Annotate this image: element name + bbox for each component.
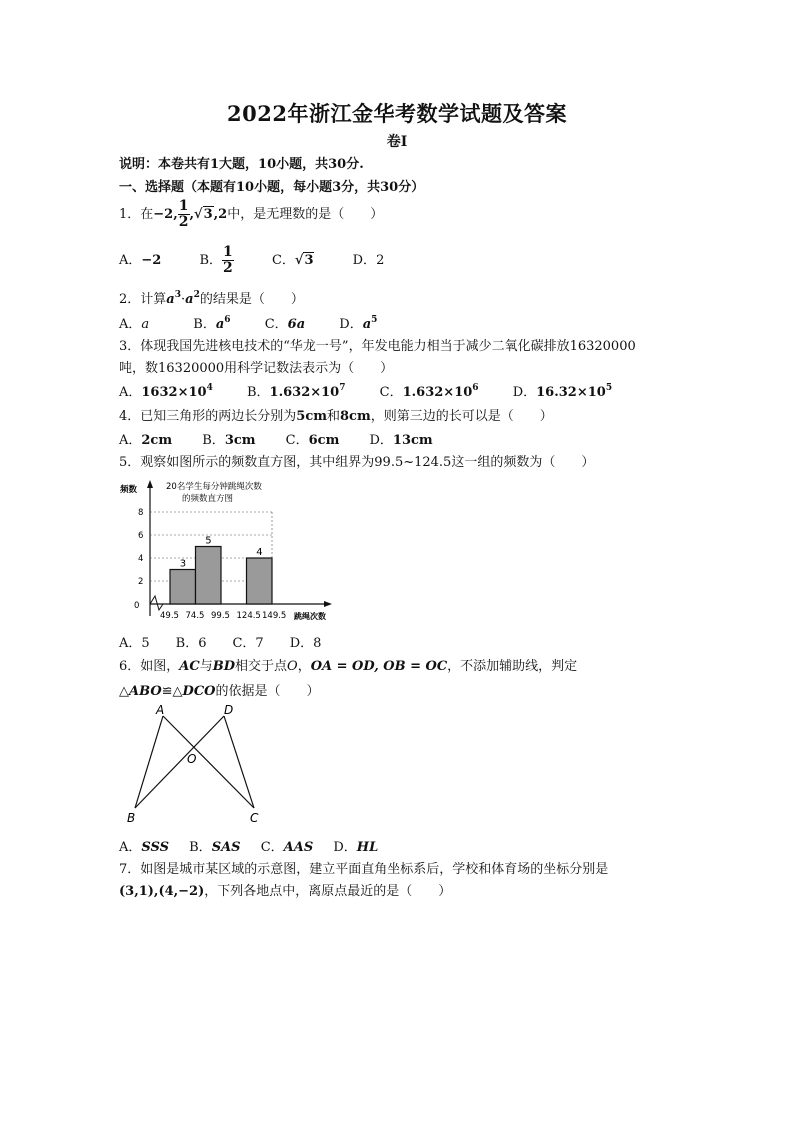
q1-options: A．−2 B． $\frac{1}{2}$ C．√3 D．2 (119, 244, 385, 276)
instructions: 说明：本卷共有1大题，10小题，共30分. (119, 157, 364, 172)
bar-value-label: 3 (179, 558, 187, 570)
chart-title-line2: 的频数直方图 (182, 494, 234, 504)
volume-label: 卷Ⅰ (386, 134, 408, 150)
q1-option-b: $\frac{1}{2}$ (223, 244, 233, 276)
q4-option-a: 2cm (141, 433, 173, 448)
q6-option-b: SAS (211, 840, 241, 855)
q4-option-b: 3cm (224, 433, 256, 448)
question-7-line2: (3,1),(4,−2)，下列各地点中，离原点最近的是（ ） (119, 884, 452, 899)
q6-option-d: HL (356, 840, 379, 855)
q4-option-d: 13cm (392, 433, 433, 448)
question-2: 2．计算$a^3\cdot a^2$的结果是（ ） (119, 290, 304, 307)
q1-prefix: 1．在 (119, 207, 154, 222)
origin-label: 0 (134, 601, 140, 611)
chart-title-line1: 20名学生每分钟跳绳次数 (166, 482, 262, 492)
q2-option-c: 6a (287, 317, 306, 332)
frequency-histogram (118, 476, 338, 626)
q4-option-c: 6cm (308, 433, 340, 448)
y-tick-label: 2 (138, 577, 144, 587)
segment-ac (163, 716, 254, 808)
q2-option-a: a (141, 317, 150, 332)
q1-option-d: 2 (376, 253, 385, 268)
segment-dc (224, 716, 254, 808)
q1-suffix: 中，是无理数的是（ ） (227, 207, 384, 222)
question-3-line1: 3．体现我国先进核电技术的“华龙一号”，年发电能力相当于减少二氧化碳排放16320000 (119, 339, 636, 354)
section-heading: 一、选择题（本题有10小题，每小题3分，共30分） (119, 180, 425, 195)
q1-n4: 2 (218, 207, 228, 222)
x-tick-label: 124.5 (236, 611, 261, 621)
bar-value-label: 4 (256, 547, 263, 558)
q3-option-a: 1632×10 (141, 385, 207, 400)
bar-value-label: 5 (205, 535, 212, 547)
q6-option-c: AAS (283, 840, 314, 855)
page-title: 2022年浙江金华考数学试题及答案 (227, 101, 567, 126)
segment-bd (135, 716, 224, 808)
q1-fraction: $\frac{1}{2}$ (178, 198, 189, 230)
point-b-label: B (127, 811, 136, 825)
q2-options: A．a B．$a^6$ C．6a D．$a^5$ (119, 315, 378, 332)
histogram-bar (247, 558, 273, 604)
x-axis-arrow (324, 601, 332, 607)
question-7-line1: 7．如图是城市某区域的示意图，建立平面直角坐标系后，学校和体育场的坐标分别是 (119, 862, 609, 877)
q5-options: A．5 B．6 C．7 D．8 (119, 636, 322, 651)
q1-option-c: √3 (294, 253, 314, 268)
x-tick-label: 49.5 (160, 611, 179, 621)
x-tick-label: 99.5 (211, 611, 230, 621)
point-a-label: A (156, 703, 165, 717)
q3-option-d: 16.32×10 (536, 385, 606, 400)
x-tick-label: 149.5 (262, 611, 287, 621)
y-tick-label: 6 (138, 531, 144, 541)
q1-n1: −2 (153, 207, 174, 222)
question-6-line2: △ABO≌△DCO的依据是（ ） (119, 684, 320, 699)
q1-option-a: −2 (141, 253, 162, 268)
question-4: 4．已知三角形的两边长分别为5cm和8cm，则第三边的长可以是（ ） (119, 409, 553, 424)
x-axis-label: 跳绳次数 (294, 612, 326, 621)
q3-option-c: 1.632×10 (402, 385, 473, 400)
y-tick-label: 8 (138, 508, 144, 518)
q7-coordinates: (3,1),(4,−2) (119, 884, 205, 899)
q6-options: A．SSS B．SAS C．AAS D．HL (119, 840, 379, 855)
q4-options: A．2cm B．3cm C．6cm D．13cm (119, 433, 433, 448)
q6-option-a: SSS (141, 840, 169, 855)
q2-option-d: a (362, 317, 372, 332)
histogram-bar (196, 547, 222, 605)
point-d-label: D (224, 703, 234, 717)
geometry-figure (120, 700, 270, 830)
question-5: 5．观察如图所示的频数直方图，其中组界为99.5~124.5这一组的频数为（ ） (119, 455, 595, 470)
question-1: 1．在−2, $\frac{1}{2}$ ,√3,2中，是无理数的是（ ） (119, 198, 384, 230)
x-tick-label: 74.5 (185, 611, 205, 621)
q3-options: A．$1632\times 10^4$ B．$1.632\times 10^7$ C．$1.632\times 10^6$ D．$16.32\times 10^5$ (119, 383, 613, 400)
q1-sqrt: √3 (194, 207, 213, 222)
q3-option-b: 1.632×10 (269, 385, 340, 400)
y-tick-label: 4 (138, 554, 144, 564)
y-axis-label: 频数 (120, 485, 138, 495)
point-c-label: C (250, 811, 259, 825)
q2-option-b: a (215, 317, 225, 332)
histogram-bar (170, 570, 196, 605)
point-o-label: O (187, 752, 197, 766)
question-3-line2: 吨，数16320000用科学记数法表示为（ ） (119, 361, 394, 376)
axis-break (150, 596, 168, 610)
y-axis-arrow (147, 480, 153, 488)
question-6-line1: 6．如图，AC与BD相交于点O，OA = OD, OB = OC，不添加辅助线，判定 (119, 659, 578, 674)
